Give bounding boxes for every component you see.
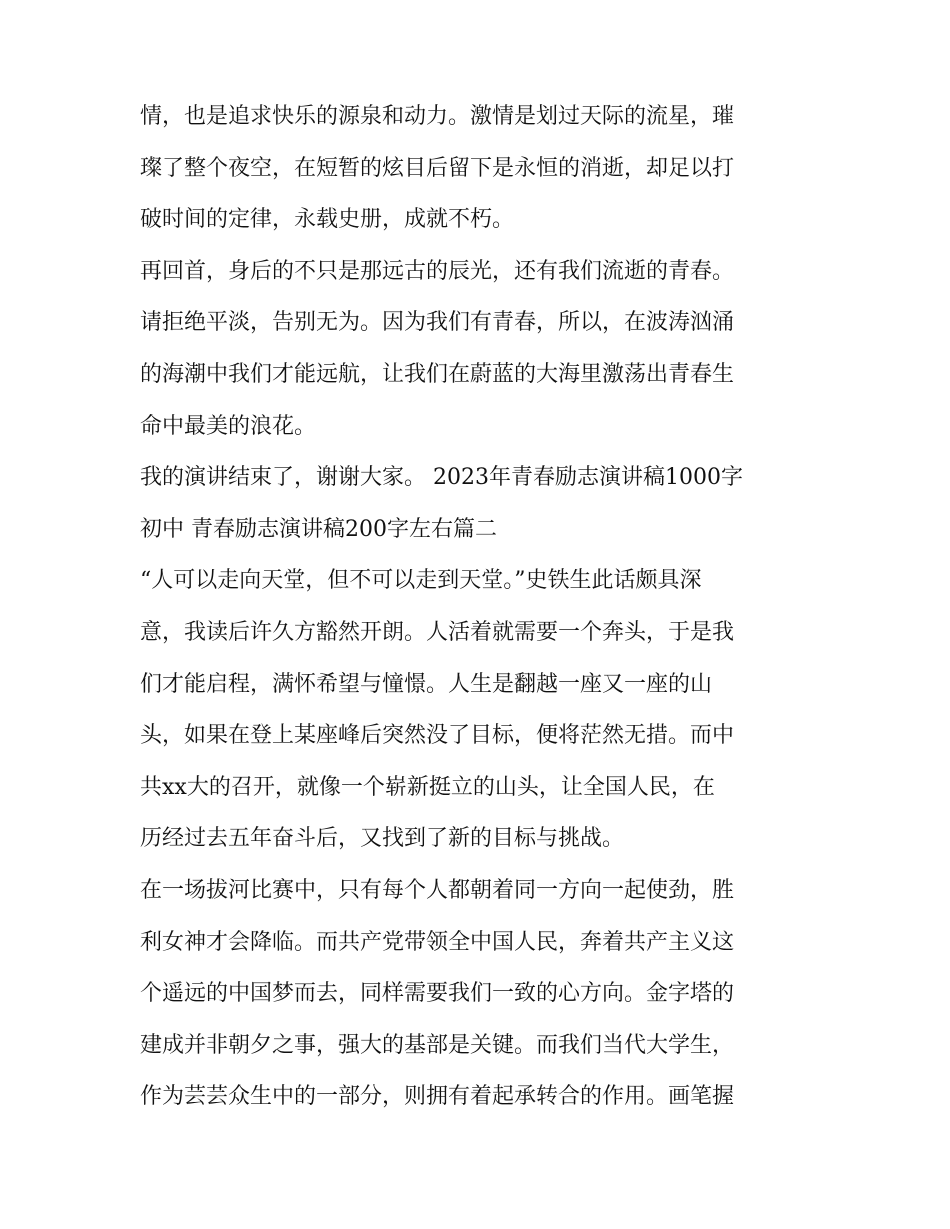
text-line: 破时间的定律，永载史册，成就不朽。 [140, 207, 515, 233]
text-line: 我的演讲结束了，谢谢大家。 2023年青春励志演讲稿1000字 [140, 465, 743, 491]
text-line: 的海潮中我们才能远航，让我们在蔚蓝的大海里激荡出青春生 [140, 361, 735, 387]
text-line: 初中 青春励志演讲稿200字左右篇二 [140, 516, 497, 542]
text-line: 请拒绝平淡，告别无为。因为我们有青春，所以，在波涛汹涌 [140, 310, 735, 336]
text-line: 作为芸芸众生中的一部分，则拥有着起承转合的作用。画笔握 [140, 1084, 735, 1110]
text-line: “人可以走向天堂，但不可以走到天堂。”史铁生此话颇具深 [140, 568, 702, 594]
text-line: 个遥远的中国梦而去，同样需要我们一致的心方向。金字塔的 [140, 981, 735, 1007]
text-line: 情，也是追求快乐的源泉和动力。激情是划过天际的流星，璀 [140, 104, 735, 129]
text-line: 命中最美的浪花。 [140, 413, 317, 439]
text-line: 建成并非朝夕之事，强大的基部是关键。而我们当代大学生， [140, 1032, 735, 1058]
body-text [140, 106, 812, 1138]
text-line: 再回首，身后的不只是那远古的辰光，还有我们流逝的青春。 [140, 258, 735, 284]
text-line: 意，我读后许久方豁然开朗。人活着就需要一个奔头，于是我 [140, 619, 735, 645]
text-line: 利女神才会降临。而共产党带领全中国人民，奔着共产主义这 [140, 929, 735, 955]
text-line: 共xx大的召开，就像一个崭新挺立的山头，让全国人民，在 [140, 774, 715, 800]
text-line: 璨了整个夜空，在短暂的炫目后留下是永恒的消逝，却足以打 [140, 155, 735, 181]
text-line: 头，如果在登上某座峰后突然没了目标，便将茫然无措。而中 [140, 723, 735, 749]
text-line: 历经过去五年奋斗后，又找到了新的目标与挑战。 [140, 826, 625, 852]
text-line: 们才能启程，满怀希望与憧憬。人生是翻越一座又一座的山 [140, 671, 713, 697]
text-line: 在一场拔河比赛中，只有每个人都朝着同一方向一起使劲，胜 [140, 877, 735, 903]
